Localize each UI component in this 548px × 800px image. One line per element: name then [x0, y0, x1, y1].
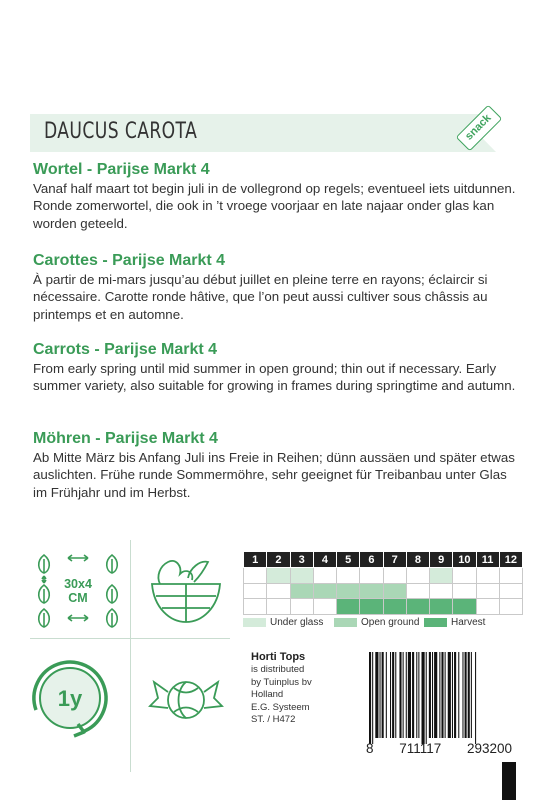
month-header: 11 [476, 552, 499, 568]
barcode-bar [441, 652, 443, 738]
calendar-cell-empty [499, 599, 522, 615]
calendar-cell-harvest [337, 599, 360, 615]
barcode-bar [471, 652, 472, 738]
lifecycle-label: 1y [57, 686, 83, 711]
barcode-digit-group: 711117 [399, 741, 442, 756]
calendar-cell-empty [290, 599, 313, 615]
calendar-cell-empty [430, 583, 453, 599]
calendar-cell-open [337, 583, 360, 599]
barcode-bar [429, 652, 431, 738]
icon-grid-divider-horizontal [30, 638, 230, 639]
latin-name: DAUCUS CAROTA [44, 119, 198, 144]
lifecycle-icon [22, 650, 118, 746]
barcode-bar [372, 652, 373, 744]
barcode-bar [412, 652, 414, 738]
barcode-bar [452, 652, 453, 738]
calendar-cell-empty [476, 583, 499, 599]
legend-open-ground [334, 617, 419, 628]
section-german [33, 429, 523, 501]
barcode-bar [369, 652, 371, 744]
spacing-value: 30x4 [64, 577, 92, 591]
icon-grid-divider-vertical [130, 540, 131, 772]
calendar-row [244, 568, 523, 584]
barcode-digit-group: 293200 [466, 741, 512, 756]
barcode-bar [386, 652, 387, 738]
barcode-number [366, 741, 512, 756]
spacing-unit: CM [68, 591, 88, 605]
section-english [33, 340, 523, 395]
section-text: À partir de mi-mars jusqu’au début juillet en pleine terre en rayons; éclaircir si nécessaire. Carotte ronde hâtive, que l’on peut aussi cultiver sous châssis au printemps et en automne. [33, 272, 488, 322]
barcode-bar [380, 652, 381, 738]
calendar-cell-empty [244, 583, 267, 599]
spacing-label [58, 577, 98, 605]
month-header: 4 [313, 552, 336, 568]
sowing-calendar [243, 551, 523, 615]
section-text: Ab Mitte März bis Anfang Juli ins Freie in Reihen; dünn aussäen und später etwas auslichten. Frühe runde Sommermöhre, sehr geeignet für Treibanbau unter Glas im Frühjahr und im Herbst. [33, 450, 515, 500]
calendar-cell-empty [267, 583, 290, 599]
month-header: 6 [360, 552, 383, 568]
month-header: 9 [430, 552, 453, 568]
distributor-line: Holland [251, 689, 284, 701]
calendar-cell-open [383, 583, 406, 599]
section-text: From early spring until mid summer in open ground; thin out if necessary. Early summer variety, also suitable for growing in frames during springtime and autumn. [33, 361, 516, 394]
brand-name: Horti Tops [251, 651, 306, 663]
calendar-cell-empty [267, 599, 290, 615]
distributor-line: ST. / H472 [251, 714, 296, 726]
barcode-bar [439, 652, 440, 738]
barcode-bar [462, 652, 463, 738]
calendar-cell-empty [476, 568, 499, 584]
calendar-cell-harvest [406, 599, 429, 615]
month-header: 8 [406, 552, 429, 568]
section-title: Carrots - Parijse Markt 4 [33, 341, 218, 358]
barcode-bar [390, 652, 391, 738]
legend-under-glass [243, 617, 323, 628]
barcode-bar [422, 652, 425, 744]
barcode [368, 652, 510, 744]
calendar-row [244, 583, 523, 599]
calendar-cell-glass [430, 568, 453, 584]
section-title: Möhren - Parijse Markt 4 [33, 430, 218, 447]
calendar-cell-harvest [430, 599, 453, 615]
month-header: 10 [453, 552, 476, 568]
calendar-cell-empty [406, 568, 429, 584]
calendar-cell-empty [313, 599, 336, 615]
calendar-cell-empty [313, 568, 336, 584]
barcode-bar [375, 652, 378, 738]
calendar-cell-open [313, 583, 336, 599]
legend-label: Harvest [451, 617, 486, 628]
distributor-info [251, 650, 312, 727]
calendar-cell-empty [499, 568, 522, 584]
month-header: 3 [290, 552, 313, 568]
calendar-row [244, 599, 523, 615]
vegetable-bowl-icon [146, 548, 226, 628]
calendar-cell-harvest [453, 599, 476, 615]
legend-swatch [334, 618, 357, 627]
barcode-bar [408, 652, 411, 738]
distributor-line: by Tuinplus bv [251, 676, 312, 688]
barcode-bar [418, 652, 419, 738]
legend-swatch [243, 618, 266, 627]
calendar-cell-empty [360, 568, 383, 584]
calendar-cell-harvest [383, 599, 406, 615]
section-french [33, 251, 523, 323]
month-header: 5 [337, 552, 360, 568]
snack-badge: snack [456, 105, 503, 152]
distributor-line: E.G. Systeem [251, 701, 310, 713]
barcode-bar [392, 652, 394, 738]
distributor-line: is distributed [251, 664, 305, 675]
calendar-cell-empty [244, 568, 267, 584]
month-header: 12 [499, 552, 522, 568]
barcode-digit-group: 8 [366, 741, 374, 756]
legend-label: Open ground [361, 617, 420, 628]
month-header: 7 [383, 552, 406, 568]
barcode-bar [432, 652, 433, 738]
barcode-bar [416, 652, 417, 738]
calendar-cell-empty [499, 583, 522, 599]
barcode-bar [403, 652, 404, 738]
calendar-month-row [244, 552, 523, 568]
edge-strip [502, 762, 516, 800]
barcode-bar [448, 652, 451, 738]
section-dutch [33, 160, 523, 232]
calendar-cell-glass [290, 568, 313, 584]
section-title: Wortel - Parijse Markt 4 [33, 161, 210, 178]
calendar-cell-empty [453, 583, 476, 599]
section-text: Vanaf half maart tot begin juli in de vollegrond op regels; eventueel iets uitdunnen. Ronde zomerwortel, die ook in ’t vroege voorjaar en late najaar onder glas kan worden geteeld. [33, 181, 516, 231]
barcode-bar [395, 652, 396, 738]
section-title: Carottes - Parijse Markt 4 [33, 252, 226, 269]
barcode-bar [458, 652, 459, 738]
calendar-cell-empty [244, 599, 267, 615]
calendar-cell-glass [267, 568, 290, 584]
barcode-bar [434, 652, 437, 738]
legend-swatch [424, 618, 447, 627]
barcode-bar [406, 652, 407, 738]
month-header: 1 [244, 552, 267, 568]
barcode-bar [454, 652, 456, 738]
calendar-cell-empty [406, 583, 429, 599]
barcode-bar [468, 652, 470, 738]
barcode-bar [465, 652, 467, 738]
calendar-cell-empty [337, 568, 360, 584]
calendar-cell-open [360, 583, 383, 599]
calendar-cell-open [290, 583, 313, 599]
legend-harvest [424, 617, 485, 628]
barcode-bar [475, 652, 476, 744]
barcode-bar [399, 652, 401, 738]
barcode-bar [382, 652, 384, 738]
calendar-cell-empty [383, 568, 406, 584]
calendar-cell-empty [453, 568, 476, 584]
month-header: 2 [267, 552, 290, 568]
barcode-bar [426, 652, 427, 744]
candy-icon [146, 660, 226, 740]
calendar-cell-empty [476, 599, 499, 615]
calendar-cell-harvest [360, 599, 383, 615]
legend-label: Under glass [270, 617, 324, 628]
barcode-bar [445, 652, 446, 738]
